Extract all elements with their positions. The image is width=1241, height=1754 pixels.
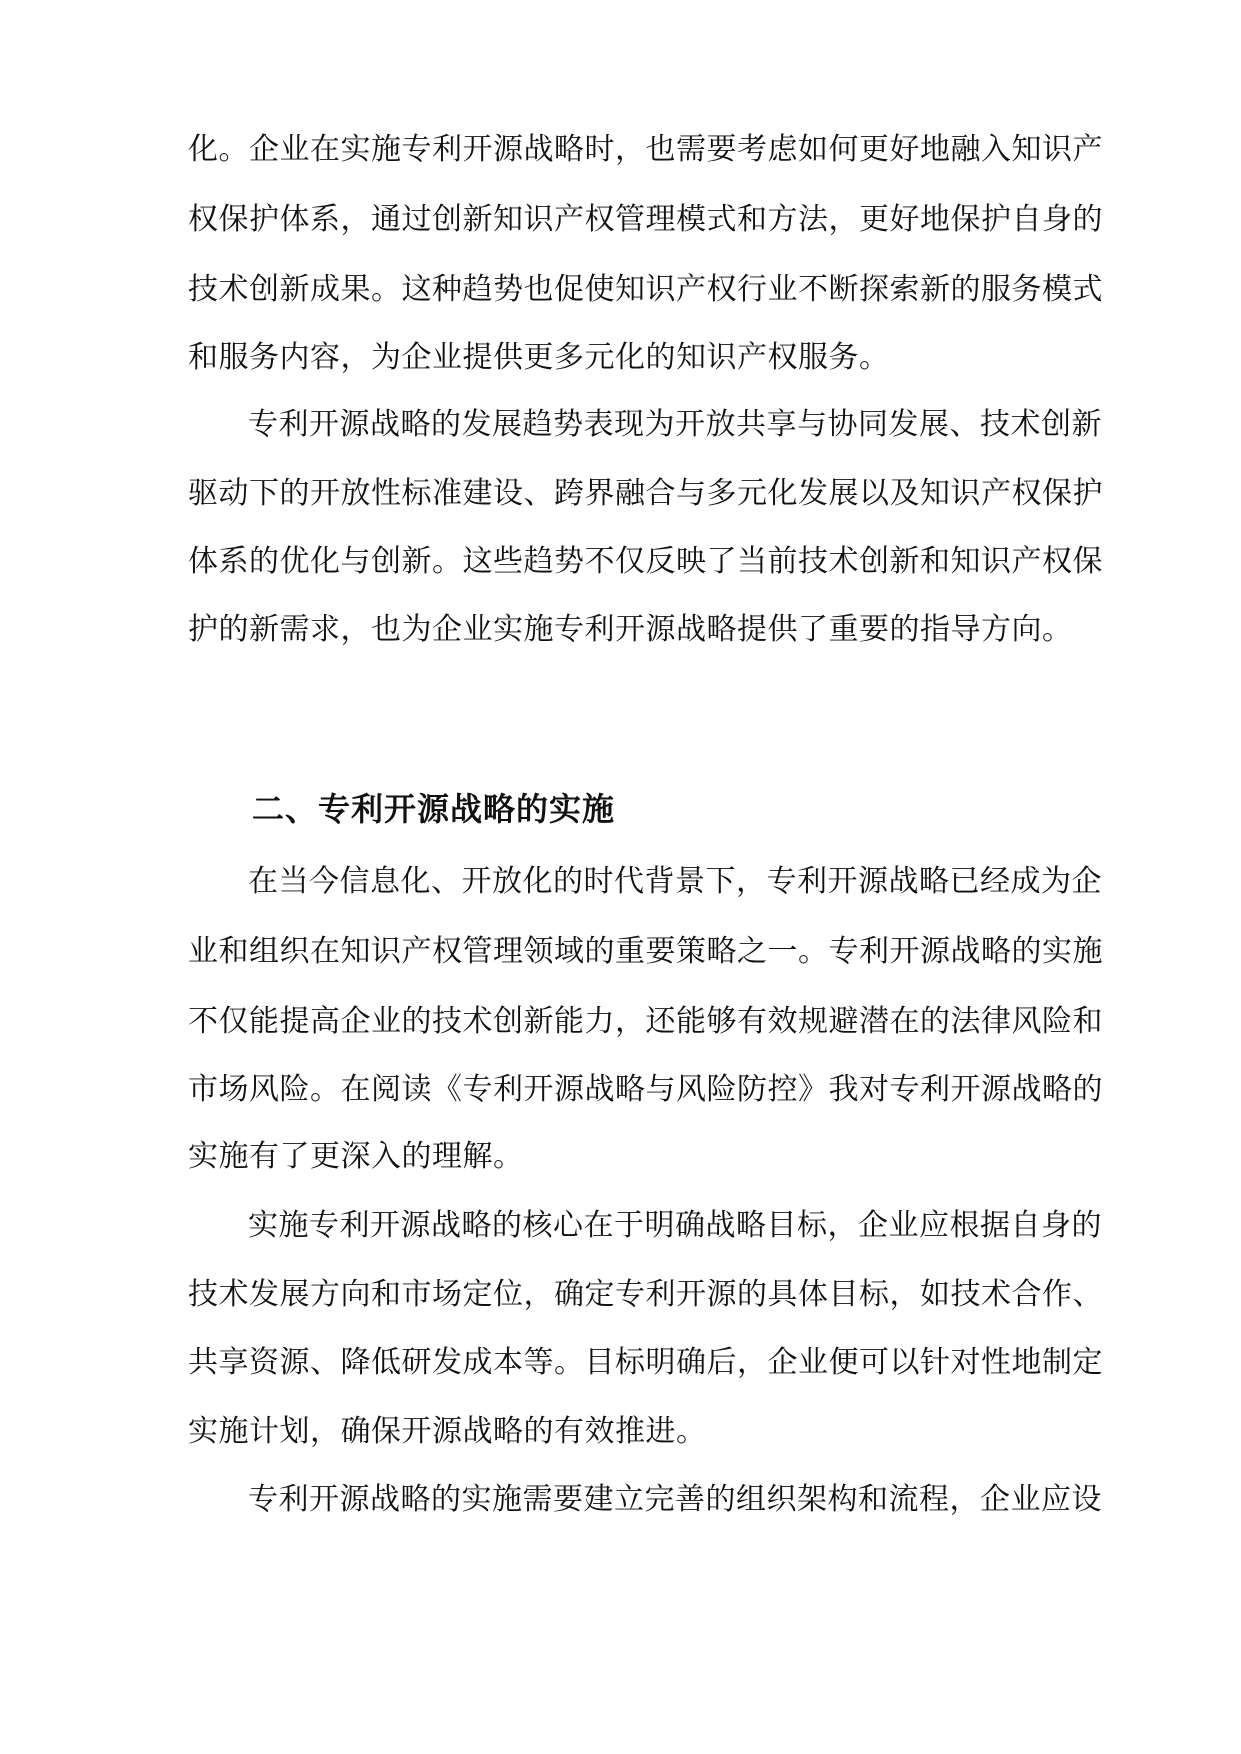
paragraph-4-line-2: 技术发展方向和市场定位，确定专利开源的具体目标，如技术合作、 (188, 1277, 1103, 1312)
paragraph-1-line-3: 技术创新成果。这种趋势也促使知识产权行业不断探索新的服务模式 (188, 272, 1103, 307)
section-heading: 二、专利开源战略的实施 (252, 790, 616, 828)
paragraph-3-line-2: 业和组织在知识产权管理领域的重要策略之一。专利开源战略的实施 (188, 934, 1103, 969)
paragraph-5-line-1: 专利开源战略的实施需要建立完善的组织架构和流程，企业应设 (248, 1482, 1102, 1517)
paragraph-3-line-5: 实施有了更深入的理解。 (188, 1139, 524, 1174)
paragraph-2-line-3: 体系的优化与创新。这些趋势不仅反映了当前技术创新和知识产权保 (188, 544, 1103, 579)
paragraph-1-line-4: 和服务内容，为企业提供更多元化的知识产权服务。 (188, 340, 890, 375)
paragraph-1-line-2: 权保护体系，通过创新知识产权管理模式和方法，更好地保护自身的 (188, 202, 1103, 237)
paragraph-2-line-1: 专利开源战略的发展趋势表现为开放共享与协同发展、技术创新 (248, 407, 1102, 442)
paragraph-4-line-1: 实施专利开源战略的核心在于明确战略目标，企业应根据自身的 (248, 1208, 1102, 1243)
paragraph-2-line-2: 驱动下的开放性标准建设、跨界融合与多元化发展以及知识产权保护 (188, 476, 1103, 511)
paragraph-3-line-1: 在当今信息化、开放化的时代背景下，专利开源战略已经成为企 (248, 864, 1102, 899)
paragraph-4-line-3: 共享资源、降低研发成本等。目标明确后，企业便可以针对性地制定 (188, 1345, 1103, 1380)
paragraph-3-line-4: 市场风险。在阅读《专利开源战略与风险防控》我对专利开源战略的 (188, 1072, 1103, 1107)
paragraph-3-line-3: 不仅能提高企业的技术创新能力，还能够有效规避潜在的法律风险和 (188, 1004, 1103, 1039)
paragraph-1-line-1: 化。企业在实施专利开源战略时，也需要考虑如何更好地融入知识产 (188, 132, 1103, 167)
paragraph-2-line-4: 护的新需求，也为企业实施专利开源战略提供了重要的指导方向。 (188, 612, 1073, 647)
paragraph-4-line-4: 实施计划，确保开源战略的有效推进。 (188, 1414, 707, 1449)
